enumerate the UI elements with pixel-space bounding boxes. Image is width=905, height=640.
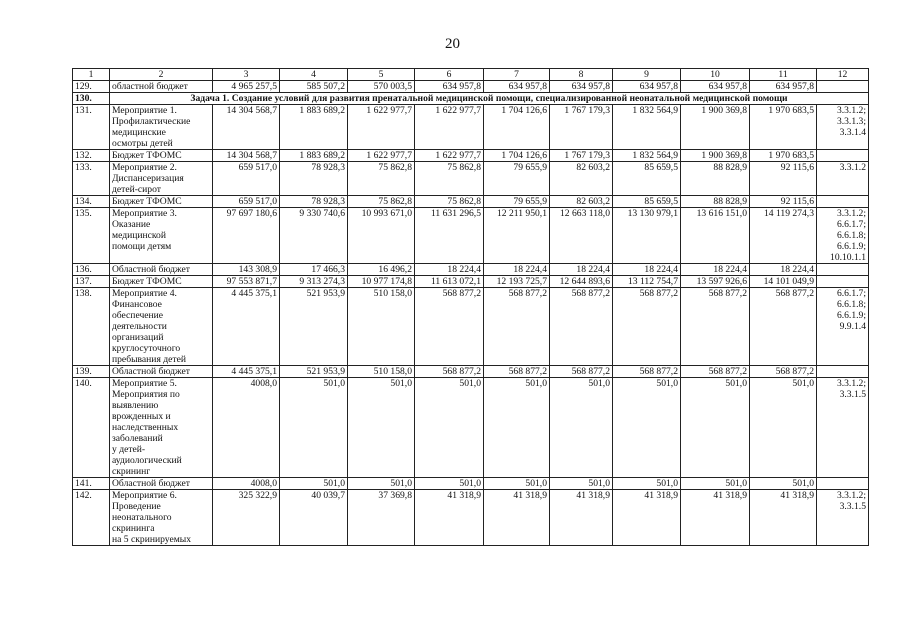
amount-cell: 18 224,4: [613, 264, 681, 276]
table-row: [73, 150, 869, 162]
indicator-code: 3.3.1.2: [817, 162, 869, 196]
amount-cell: 78 928,3: [280, 162, 348, 196]
row-name: Мероприятие 6. Проведение неонатального скрининга на 5 скринируемых: [110, 490, 213, 546]
amount-cell: 585 507,2: [280, 81, 348, 93]
amount-cell: 568 877,2: [750, 288, 817, 366]
row-name: областной бюджет: [110, 81, 213, 93]
row-index: 133.: [73, 162, 110, 196]
task-title: Задача 1. Создание условий для развития пренатальной медицинской помощи, специализированной неонатальной медицинской помощи: [110, 93, 869, 105]
amount-cell: 82 603,2: [550, 162, 613, 196]
amount-cell: 88 828,9: [681, 162, 750, 196]
amount-cell: 12 211 950,1: [484, 208, 550, 264]
amount-cell: 1 970 683,5: [750, 150, 817, 162]
amount-cell: 41 318,9: [613, 490, 681, 546]
amount-cell: 568 877,2: [681, 288, 750, 366]
amount-cell: 634 957,8: [613, 81, 681, 93]
row-index: 130.: [73, 93, 110, 105]
table-row: [73, 81, 869, 93]
amount-cell: 568 877,2: [613, 288, 681, 366]
amount-cell: 325 322,9: [213, 490, 280, 546]
amount-cell: 501,0: [415, 378, 484, 478]
column-number-row: [73, 69, 869, 81]
amount-cell: 501,0: [348, 378, 415, 478]
amount-cell: 501,0: [484, 478, 550, 490]
amount-cell: 1 970 683,5: [750, 105, 817, 150]
table-row: [73, 366, 869, 378]
row-index: 136.: [73, 264, 110, 276]
row-index: 129.: [73, 81, 110, 93]
amount-cell: 9 330 740,6: [280, 208, 348, 264]
amount-cell: 97 553 871,7: [213, 276, 280, 288]
column-number-cell: 2: [110, 69, 213, 81]
table-row: [73, 264, 869, 276]
row-name: Мероприятие 4. Финансовое обеспечение деятельности организаций круглосуточного пребывания детей: [110, 288, 213, 366]
amount-cell: 568 877,2: [415, 366, 484, 378]
amount-cell: 501,0: [681, 378, 750, 478]
amount-cell: 1 622 977,7: [415, 150, 484, 162]
amount-cell: 501,0: [681, 478, 750, 490]
table-row: [73, 196, 869, 208]
amount-cell: 1 622 977,7: [348, 105, 415, 150]
amount-cell: 18 224,4: [415, 264, 484, 276]
amount-cell: 1 832 564,9: [613, 105, 681, 150]
amount-cell: 510 158,0: [348, 288, 415, 366]
column-number-cell: 6: [415, 69, 484, 81]
amount-cell: 1 832 564,9: [613, 150, 681, 162]
amount-cell: 501,0: [348, 478, 415, 490]
amount-cell: 79 655,9: [484, 196, 550, 208]
task-row: [73, 93, 869, 105]
column-number-cell: 12: [817, 69, 869, 81]
amount-cell: 40 039,7: [280, 490, 348, 546]
amount-cell: 18 224,4: [484, 264, 550, 276]
amount-cell: 659 517,0: [213, 196, 280, 208]
indicator-code: [817, 81, 869, 93]
page-number: 20: [445, 36, 460, 52]
amount-cell: 18 224,4: [750, 264, 817, 276]
budget-table: [72, 68, 869, 546]
amount-cell: 634 957,8: [681, 81, 750, 93]
amount-cell: 85 659,5: [613, 162, 681, 196]
row-name: Областной бюджет: [110, 478, 213, 490]
amount-cell: 634 957,8: [415, 81, 484, 93]
table-row: [73, 162, 869, 196]
row-name: Бюджет ТФОМС: [110, 150, 213, 162]
amount-cell: 501,0: [750, 478, 817, 490]
amount-cell: 521 953,9: [280, 288, 348, 366]
amount-cell: 1 767 179,3: [550, 105, 613, 150]
amount-cell: 41 318,9: [484, 490, 550, 546]
amount-cell: 75 862,8: [348, 162, 415, 196]
amount-cell: 4 445 375,1: [213, 288, 280, 366]
row-index: 142.: [73, 490, 110, 546]
indicator-code: 3.3.1.2; 3.3.1.5: [817, 378, 869, 478]
amount-cell: 4008,0: [213, 378, 280, 478]
amount-cell: 75 862,8: [415, 196, 484, 208]
column-number-cell: 1: [73, 69, 110, 81]
amount-cell: 75 862,8: [415, 162, 484, 196]
table-row: [73, 208, 869, 264]
amount-cell: 501,0: [613, 378, 681, 478]
amount-cell: 14 101 049,9: [750, 276, 817, 288]
amount-cell: 568 877,2: [415, 288, 484, 366]
amount-cell: 79 655,9: [484, 162, 550, 196]
amount-cell: 501,0: [550, 478, 613, 490]
indicator-code: [817, 264, 869, 276]
row-index: 132.: [73, 150, 110, 162]
amount-cell: 568 877,2: [613, 366, 681, 378]
amount-cell: 4 445 375,1: [213, 366, 280, 378]
amount-cell: 1 704 126,6: [484, 150, 550, 162]
indicator-code: 6.6.1.7; 6.6.1.8; 6.6.1.9; 9.9.1.4: [817, 288, 869, 366]
amount-cell: 41 318,9: [415, 490, 484, 546]
row-index: 137.: [73, 276, 110, 288]
amount-cell: 143 308,9: [213, 264, 280, 276]
amount-cell: 1 622 977,7: [348, 150, 415, 162]
amount-cell: 1 883 689,2: [280, 105, 348, 150]
row-name: Бюджет ТФОМС: [110, 196, 213, 208]
amount-cell: 11 631 296,5: [415, 208, 484, 264]
amount-cell: 14 304 568,7: [213, 150, 280, 162]
amount-cell: 18 224,4: [681, 264, 750, 276]
column-number-cell: 3: [213, 69, 280, 81]
amount-cell: 85 659,5: [613, 196, 681, 208]
indicator-code: [817, 196, 869, 208]
amount-cell: 568 877,2: [484, 288, 550, 366]
amount-cell: 14 119 274,3: [750, 208, 817, 264]
amount-cell: 13 616 151,0: [681, 208, 750, 264]
row-name: Мероприятие 2. Диспансеризация детей-сирот: [110, 162, 213, 196]
amount-cell: 501,0: [750, 378, 817, 478]
amount-cell: 88 828,9: [681, 196, 750, 208]
indicator-code: 3.3.1.2; 6.6.1.7; 6.6.1.8; 6.6.1.9; 10.10.1.1: [817, 208, 869, 264]
indicator-code: 3.3.1.2; 3.3.1.3; 3.3.1.4: [817, 105, 869, 150]
amount-cell: 4008,0: [213, 478, 280, 490]
table-row: [73, 490, 869, 546]
amount-cell: 18 224,4: [550, 264, 613, 276]
indicator-code: [817, 276, 869, 288]
amount-cell: 37 369,8: [348, 490, 415, 546]
amount-cell: 78 928,3: [280, 196, 348, 208]
amount-cell: 659 517,0: [213, 162, 280, 196]
indicator-code: 3.3.1.2; 3.3.1.5: [817, 490, 869, 546]
amount-cell: 501,0: [280, 478, 348, 490]
amount-cell: 12 193 725,7: [484, 276, 550, 288]
amount-cell: 501,0: [484, 378, 550, 478]
amount-cell: 13 112 754,7: [613, 276, 681, 288]
table-body: [73, 69, 869, 546]
amount-cell: 570 003,5: [348, 81, 415, 93]
row-index: 139.: [73, 366, 110, 378]
table-row: [73, 105, 869, 150]
indicator-code: [817, 366, 869, 378]
amount-cell: 92 115,6: [750, 196, 817, 208]
column-number-cell: 8: [550, 69, 613, 81]
amount-cell: 13 597 926,6: [681, 276, 750, 288]
row-name: Мероприятие 3. Оказание медицинской помощи детям: [110, 208, 213, 264]
amount-cell: 41 318,9: [550, 490, 613, 546]
column-number-cell: 7: [484, 69, 550, 81]
amount-cell: 1 622 977,7: [415, 105, 484, 150]
row-index: 138.: [73, 288, 110, 366]
table-row: [73, 288, 869, 366]
indicator-code: [817, 478, 869, 490]
amount-cell: 11 613 072,1: [415, 276, 484, 288]
row-index: 141.: [73, 478, 110, 490]
row-name: Мероприятие 1. Профилактические медицинские осмотры детей: [110, 105, 213, 150]
amount-cell: 501,0: [550, 378, 613, 478]
amount-cell: 16 496,2: [348, 264, 415, 276]
amount-cell: 13 130 979,1: [613, 208, 681, 264]
row-name: Мероприятие 5. Мероприятия по выявлению врожденных и наследственных заболеваний у детей- аудиологический скрининг: [110, 378, 213, 478]
row-name: Областной бюджет: [110, 366, 213, 378]
indicator-code: [817, 150, 869, 162]
amount-cell: 568 877,2: [550, 288, 613, 366]
amount-cell: 12 644 893,6: [550, 276, 613, 288]
table-row: [73, 478, 869, 490]
amount-cell: 634 957,8: [750, 81, 817, 93]
column-number-cell: 10: [681, 69, 750, 81]
row-name: Областной бюджет: [110, 264, 213, 276]
amount-cell: 634 957,8: [550, 81, 613, 93]
column-number-cell: 5: [348, 69, 415, 81]
amount-cell: 97 697 180,6: [213, 208, 280, 264]
amount-cell: 4 965 257,5: [213, 81, 280, 93]
amount-cell: 510 158,0: [348, 366, 415, 378]
amount-cell: 501,0: [415, 478, 484, 490]
amount-cell: 1 767 179,3: [550, 150, 613, 162]
row-index: 140.: [73, 378, 110, 478]
amount-cell: 521 953,9: [280, 366, 348, 378]
amount-cell: 92 115,6: [750, 162, 817, 196]
amount-cell: 10 993 671,0: [348, 208, 415, 264]
amount-cell: 501,0: [280, 378, 348, 478]
amount-cell: 501,0: [613, 478, 681, 490]
amount-cell: 568 877,2: [750, 366, 817, 378]
amount-cell: 41 318,9: [750, 490, 817, 546]
row-index: 131.: [73, 105, 110, 150]
amount-cell: 1 900 369,8: [681, 105, 750, 150]
amount-cell: 14 304 568,7: [213, 105, 280, 150]
column-number-cell: 4: [280, 69, 348, 81]
amount-cell: 9 313 274,3: [280, 276, 348, 288]
row-index: 134.: [73, 196, 110, 208]
amount-cell: 568 877,2: [484, 366, 550, 378]
table-row: [73, 276, 869, 288]
amount-cell: 568 877,2: [681, 366, 750, 378]
amount-cell: 1 883 689,2: [280, 150, 348, 162]
amount-cell: 10 977 174,8: [348, 276, 415, 288]
table-row: [73, 378, 869, 478]
amount-cell: 568 877,2: [550, 366, 613, 378]
amount-cell: 1 704 126,6: [484, 105, 550, 150]
row-index: 135.: [73, 208, 110, 264]
row-name: Бюджет ТФОМС: [110, 276, 213, 288]
amount-cell: 17 466,3: [280, 264, 348, 276]
amount-cell: 1 900 369,8: [681, 150, 750, 162]
amount-cell: 75 862,8: [348, 196, 415, 208]
amount-cell: 41 318,9: [681, 490, 750, 546]
amount-cell: 634 957,8: [484, 81, 550, 93]
column-number-cell: 11: [750, 69, 817, 81]
column-number-cell: 9: [613, 69, 681, 81]
amount-cell: 82 603,2: [550, 196, 613, 208]
amount-cell: 12 663 118,0: [550, 208, 613, 264]
